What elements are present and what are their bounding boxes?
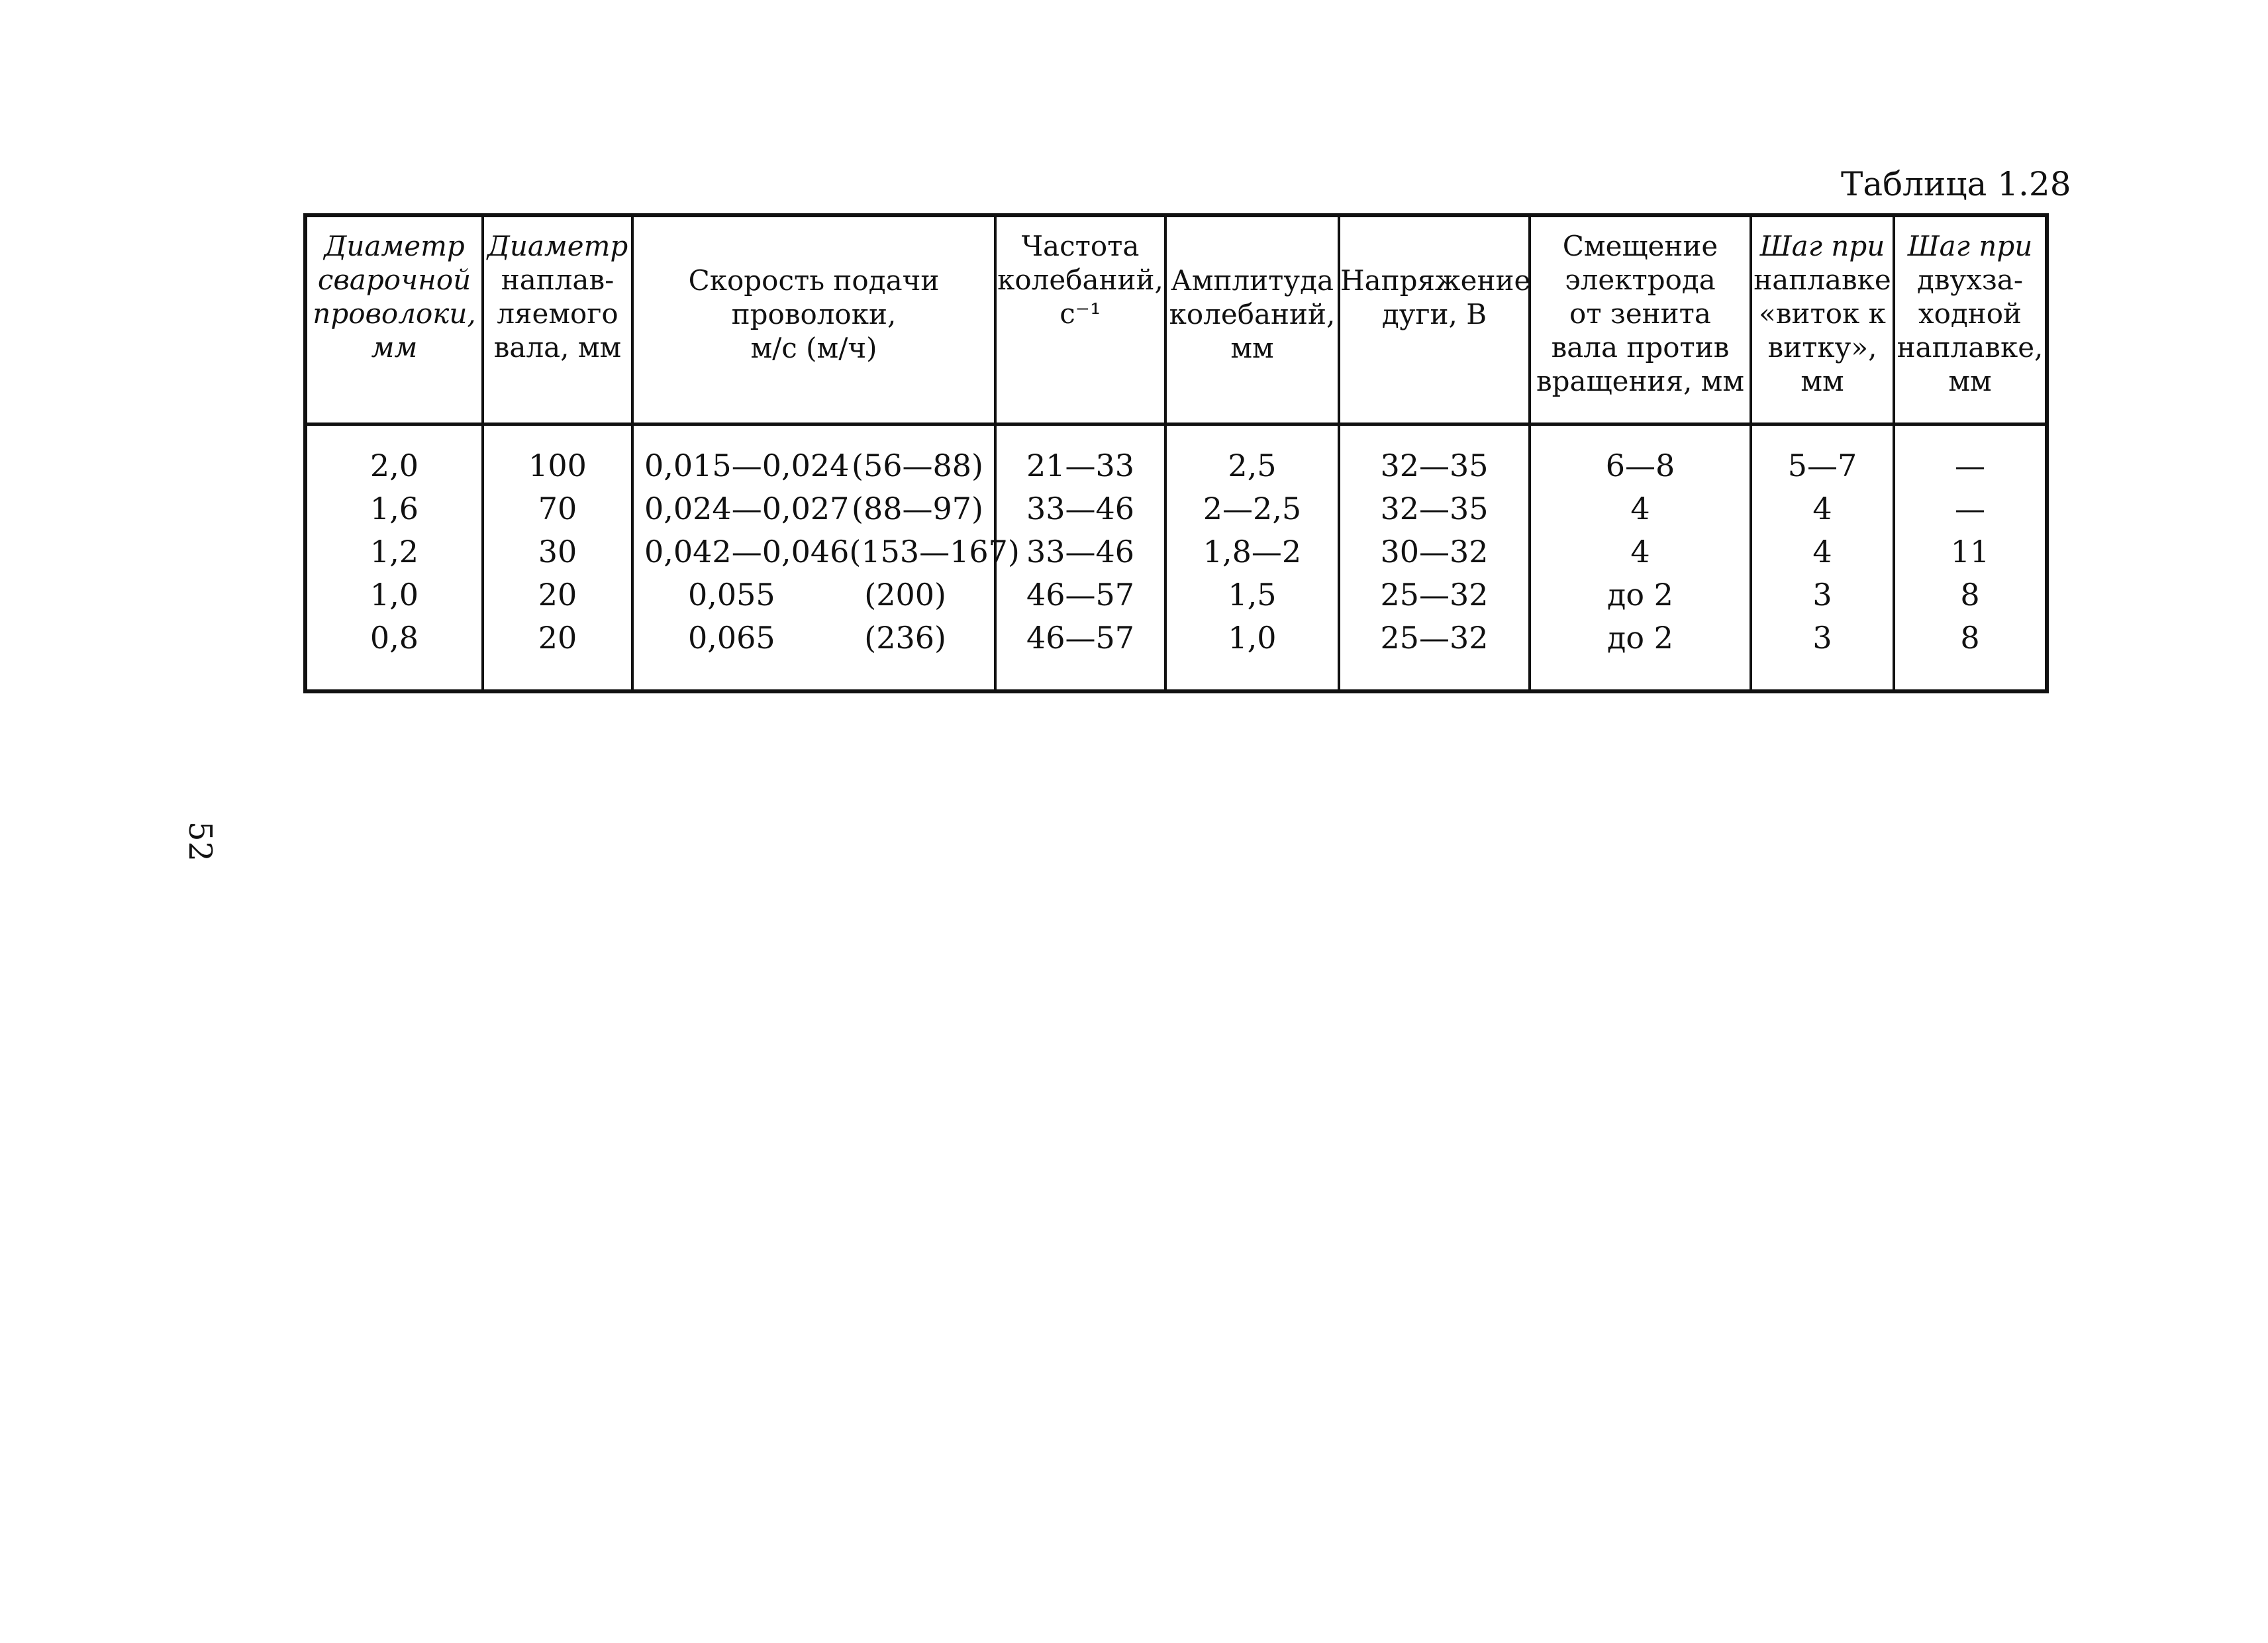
table-header	[305, 215, 2047, 424]
cell-wire-diameter: 1,6	[305, 487, 483, 530]
cell-frequency: 46—57	[995, 617, 1165, 691]
cell-electrode-offset: 6—8	[1530, 424, 1751, 487]
cell-shaft-diameter: 70	[483, 487, 632, 530]
table-row	[305, 617, 2047, 691]
speed-hourly: (200)	[864, 576, 946, 613]
cell-frequency: 33—46	[995, 487, 1165, 530]
cell-feed-speed	[632, 424, 995, 487]
cell-frequency: 46—57	[995, 573, 1165, 617]
cell-amplitude: 1,8—2	[1165, 530, 1339, 573]
cell-feed-speed	[632, 487, 995, 530]
cell-electrode-offset: до 2	[1530, 573, 1751, 617]
cell-step-double: 8	[1894, 573, 2047, 617]
speed-metric: 0,065	[688, 619, 775, 656]
cell-shaft-diameter: 20	[483, 617, 632, 691]
cell-amplitude: 2,5	[1165, 424, 1339, 487]
speed-metric: 0,015—0,024	[644, 447, 850, 483]
table-row	[305, 424, 2047, 487]
cell-shaft-diameter: 100	[483, 424, 632, 487]
table-row	[305, 487, 2047, 530]
header-wire-diameter: Диаметр сварочной проволоки, мм	[305, 215, 483, 424]
cell-electrode-offset: 4	[1530, 487, 1751, 530]
cell-amplitude: 1,0	[1165, 617, 1339, 691]
cell-arc-voltage: 32—35	[1339, 424, 1530, 487]
cell-step-turn: 3	[1751, 573, 1894, 617]
header-step-double-start: Шаг при двухза- ходной наплавке, мм	[1894, 215, 2047, 424]
speed-hourly: (153—167)	[849, 533, 1020, 570]
cell-amplitude: 2—2,5	[1165, 487, 1339, 530]
page-number: 52	[181, 821, 219, 862]
table-row	[305, 573, 2047, 617]
cell-feed-speed	[632, 573, 995, 617]
cell-wire-diameter: 1,2	[305, 530, 483, 573]
cell-feed-speed	[632, 530, 1020, 573]
header-shaft-diameter: Диаметр наплав- ляемого вала, мм	[483, 215, 632, 424]
speed-hourly: (56—88)	[852, 447, 983, 483]
cell-step-double: —	[1894, 424, 2047, 487]
speed-metric: 0,024—0,027	[644, 490, 850, 526]
welding-parameters-table	[303, 213, 2049, 693]
speed-metric: 0,055	[688, 576, 775, 613]
cell-wire-diameter: 2,0	[305, 424, 483, 487]
cell-step-double: —	[1894, 487, 2047, 530]
cell-step-turn: 4	[1751, 487, 1894, 530]
header-electrode-offset: Смещение электрода от зенита вала против вращения, мм	[1530, 215, 1751, 424]
cell-step-double: 8	[1894, 617, 2047, 691]
header-amplitude: Амплитуда колебаний, мм	[1165, 215, 1339, 424]
cell-shaft-diameter: 30	[483, 530, 632, 573]
speed-metric: 0,042—0,046	[644, 533, 850, 570]
cell-arc-voltage: 25—32	[1339, 617, 1530, 691]
cell-arc-voltage: 25—32	[1339, 573, 1530, 617]
cell-step-turn: 4	[1751, 530, 1894, 573]
cell-step-turn: 5—7	[1751, 424, 1894, 487]
cell-step-turn: 3	[1751, 617, 1894, 691]
header-feed-speed: Скорость подачи проволоки, м/с (м/ч)	[632, 215, 995, 424]
header-step-turn-to-turn: Шаг при наплавке «виток к витку», мм	[1751, 215, 1894, 424]
table-caption: Таблица 1.28	[1841, 165, 2071, 203]
header-arc-voltage: Напряжение дуги, В	[1339, 215, 1530, 424]
cell-step-double: 11	[1894, 530, 2047, 573]
table-body	[305, 424, 2047, 691]
header-row	[305, 215, 2047, 424]
cell-electrode-offset: 4	[1530, 530, 1751, 573]
cell-electrode-offset: до 2	[1530, 617, 1751, 691]
cell-arc-voltage: 30—32	[1339, 530, 1530, 573]
speed-hourly: (88—97)	[852, 490, 983, 526]
cell-feed-speed	[632, 617, 995, 691]
header-frequency: Частота колебаний, с⁻¹	[995, 215, 1165, 424]
speed-hourly: (236)	[864, 619, 946, 656]
cell-amplitude: 1,5	[1165, 573, 1339, 617]
cell-wire-diameter: 0,8	[305, 617, 483, 691]
cell-frequency: 33—46	[995, 530, 1165, 573]
cell-shaft-diameter: 20	[483, 573, 632, 617]
cell-arc-voltage: 32—35	[1339, 487, 1530, 530]
table-row	[305, 530, 2047, 573]
cell-wire-diameter: 1,0	[305, 573, 483, 617]
cell-frequency: 21—33	[995, 424, 1165, 487]
